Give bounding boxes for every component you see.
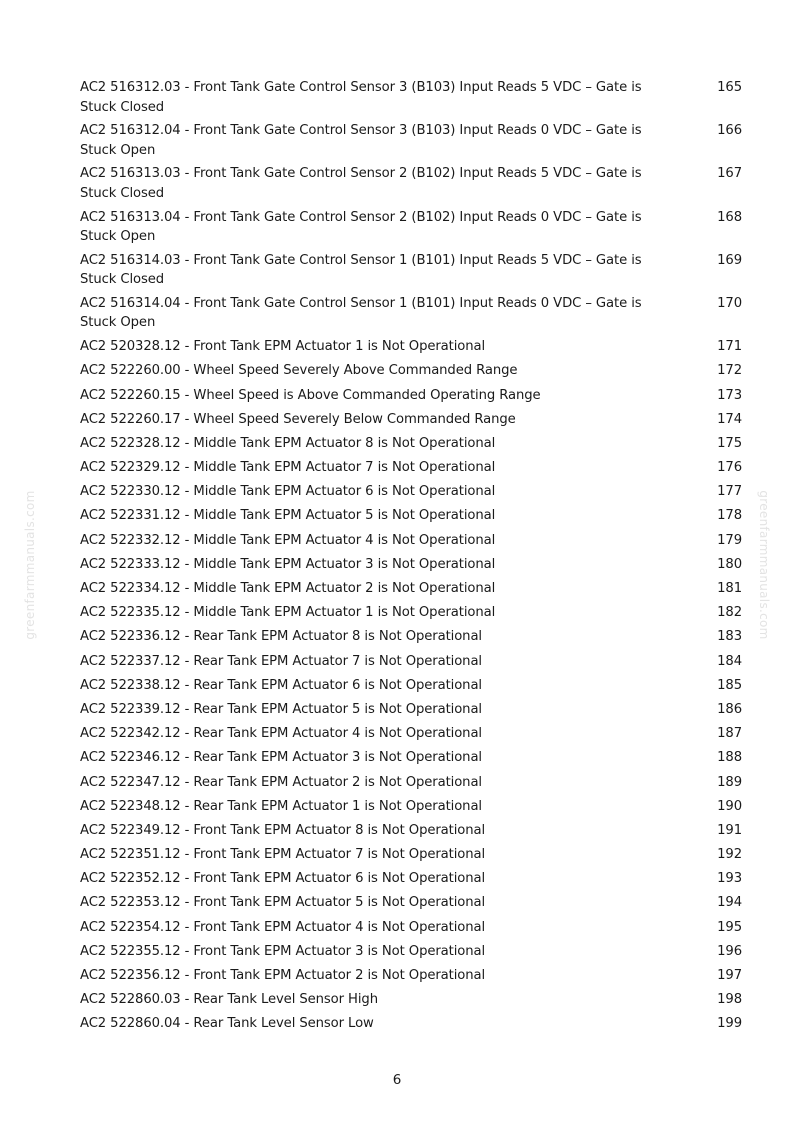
toc-entry-page: 168 — [717, 209, 742, 225]
toc-entry[interactable] — [80, 965, 742, 989]
toc-entry-title: AC2 522346.12 - Rear Tank EPM Actuator 3 is Not Operational — [80, 750, 482, 766]
toc-entry[interactable] — [80, 120, 742, 163]
toc-entry[interactable] — [80, 250, 742, 293]
toc-entry-title: AC2 516314.03 - Front Tank Gate Control Sensor 1 (B101) Input Reads 5 VDC – Gate is Stuck Closed — [80, 252, 642, 288]
toc-entry-page: 174 — [717, 411, 742, 427]
toc-entry-title: AC2 516313.04 - Front Tank Gate Control Sensor 2 (B102) Input Reads 0 VDC – Gate is Stuck Open — [80, 209, 642, 245]
toc-entry[interactable] — [80, 699, 742, 723]
toc-entry-page: 181 — [717, 581, 742, 596]
toc-entry[interactable] — [80, 989, 742, 1013]
toc-entry[interactable] — [80, 433, 742, 457]
toc-entry-page: 179 — [717, 532, 742, 548]
toc-entry-title: AC2 522353.12 - Front Tank EPM Actuator 5 is Not Operational — [80, 895, 486, 911]
toc-entry[interactable] — [80, 77, 742, 120]
toc-entry-title: AC2 522331.12 - Middle Tank EPM Actuator 5 is Not Operational — [80, 508, 496, 524]
toc-entry-title: AC2 522335.12 - Middle Tank EPM Actuator 1 is Not Operational — [80, 605, 496, 621]
toc-entry-page: 186 — [717, 701, 742, 717]
toc-entry[interactable] — [80, 530, 742, 554]
toc-entry-page: 184 — [717, 653, 742, 669]
toc-entry[interactable] — [80, 626, 742, 650]
toc-entry-page: 182 — [717, 605, 742, 621]
toc-entry[interactable] — [80, 1013, 742, 1037]
toc-entry-title: AC2 522347.12 - Rear Tank EPM Actuator 2 is Not Operational — [80, 774, 482, 790]
toc-entry[interactable] — [80, 868, 742, 892]
toc-entry-title: AC2 522337.12 - Rear Tank EPM Actuator 7 is Not Operational — [80, 653, 482, 669]
toc-entry[interactable] — [80, 554, 742, 578]
toc-entry[interactable] — [80, 578, 742, 602]
toc-entry[interactable] — [80, 293, 742, 336]
toc-entry-title: AC2 516312.04 - Front Tank Gate Control Sensor 3 (B103) Input Reads 0 VDC – Gate is Stuck Open — [80, 123, 642, 158]
toc-entry-title: AC2 522352.12 - Front Tank EPM Actuator 6 is Not Operational — [80, 871, 486, 887]
toc-entry[interactable] — [80, 336, 742, 360]
toc-entry-page: 178 — [717, 508, 742, 524]
toc-entry[interactable] — [80, 505, 742, 529]
toc-entry-title: AC2 520328.12 - Front Tank EPM Actuator 1 is Not Operational — [80, 339, 486, 355]
toc-entry-page: 175 — [717, 435, 742, 451]
toc-entry[interactable] — [80, 723, 742, 747]
toc-entry-page: 196 — [717, 943, 742, 959]
toc-entry-page: 166 — [717, 123, 742, 139]
toc-entry[interactable] — [80, 941, 742, 965]
toc-entry-page: 188 — [717, 750, 742, 766]
toc-entry-title: AC2 522354.12 - Front Tank EPM Actuator 4 is Not Operational — [80, 919, 486, 935]
toc-entry-page: 177 — [717, 484, 742, 500]
toc-entry[interactable] — [80, 675, 742, 699]
toc-entry-title: AC2 522334.12 - Middle Tank EPM Actuator 2 is Not Operational — [80, 581, 496, 596]
toc-entry-page: 183 — [717, 629, 742, 645]
toc-entry[interactable] — [80, 602, 742, 626]
toc-entry-page: 191 — [717, 822, 742, 838]
toc-entry-title: AC2 522332.12 - Middle Tank EPM Actuator 4 is Not Operational — [80, 532, 496, 548]
toc-entry-title: AC2 522260.00 - Wheel Speed Severely Above Commanded Range — [80, 363, 518, 379]
toc-entry-title: AC2 522356.12 - Front Tank EPM Actuator 2 is Not Operational — [80, 968, 486, 983]
toc-entry[interactable] — [80, 892, 742, 916]
toc-entry[interactable] — [80, 747, 742, 771]
toc-entry-title: AC2 516312.03 - Front Tank Gate Control Sensor 3 (B103) Input Reads 5 VDC – Gate is Stuck Closed — [80, 80, 642, 115]
toc-entry-title: AC2 522342.12 - Rear Tank EPM Actuator 4 is Not Operational — [80, 726, 482, 742]
toc-entry-title: AC2 522860.04 - Rear Tank Level Sensor Low — [80, 1016, 374, 1032]
toc-entry-title: AC2 522333.12 - Middle Tank EPM Actuator 3 is Not Operational — [80, 556, 496, 572]
toc-entry-page: 173 — [717, 387, 742, 403]
toc-entry-page: 171 — [717, 339, 742, 355]
toc-entry-title: AC2 522329.12 - Middle Tank EPM Actuator 7 is Not Operational — [80, 460, 496, 476]
toc-entry-page: 170 — [717, 295, 742, 311]
toc-entry[interactable] — [80, 163, 742, 206]
toc-entry-page: 199 — [717, 1016, 742, 1032]
toc-entry-page: 192 — [717, 847, 742, 863]
toc-entry-page: 198 — [717, 992, 742, 1008]
toc-entry[interactable] — [80, 481, 742, 505]
toc-entry-title: AC2 522338.12 - Rear Tank EPM Actuator 6 is Not Operational — [80, 677, 482, 693]
toc-entry[interactable] — [80, 917, 742, 941]
toc-entry-page: 167 — [717, 166, 742, 182]
toc-entry-title: AC2 516314.04 - Front Tank Gate Control Sensor 1 (B101) Input Reads 0 VDC – Gate is Stuck Open — [80, 295, 642, 331]
toc-entry-title: AC2 522330.12 - Middle Tank EPM Actuator 6 is Not Operational — [80, 484, 496, 500]
toc-entry-page: 190 — [717, 798, 742, 814]
toc-entry-page: 172 — [717, 363, 742, 379]
toc-entry-page: 193 — [717, 871, 742, 887]
table-of-contents — [80, 77, 742, 1038]
toc-entry[interactable] — [80, 796, 742, 820]
toc-entry-page: 194 — [717, 895, 742, 911]
toc-entry-page: 185 — [717, 677, 742, 693]
toc-entry[interactable] — [80, 772, 742, 796]
watermark-right: greenfarmmanuals.com — [757, 490, 771, 640]
toc-entry-title: AC2 522260.15 - Wheel Speed is Above Commanded Operating Range — [80, 387, 541, 403]
toc-entry-page: 169 — [717, 252, 742, 268]
toc-entry-title: AC2 522328.12 - Middle Tank EPM Actuator 8 is Not Operational — [80, 435, 496, 451]
toc-entry-page: 197 — [717, 968, 742, 983]
toc-entry-page: 189 — [717, 774, 742, 790]
toc-entry[interactable] — [80, 207, 742, 250]
toc-entry[interactable] — [80, 457, 742, 481]
toc-entry-page: 180 — [717, 556, 742, 572]
toc-entry-page: 187 — [717, 726, 742, 742]
toc-entry-title: AC2 522336.12 - Rear Tank EPM Actuator 8 is Not Operational — [80, 629, 482, 645]
toc-entry-title: AC2 516313.03 - Front Tank Gate Control Sensor 2 (B102) Input Reads 5 VDC – Gate is Stuck Closed — [80, 166, 642, 201]
toc-entry[interactable] — [80, 385, 742, 409]
toc-entry[interactable] — [80, 844, 742, 868]
toc-entry-title: AC2 522349.12 - Front Tank EPM Actuator 8 is Not Operational — [80, 822, 486, 838]
toc-entry-title: AC2 522339.12 - Rear Tank EPM Actuator 5 is Not Operational — [80, 701, 482, 717]
toc-entry[interactable] — [80, 360, 742, 384]
page-number: 6 — [392, 1072, 402, 1088]
toc-entry[interactable] — [80, 409, 742, 433]
toc-entry[interactable] — [80, 820, 742, 844]
toc-entry-title: AC2 522348.12 - Rear Tank EPM Actuator 1 is Not Operational — [80, 798, 482, 814]
toc-entry-title: AC2 522355.12 - Front Tank EPM Actuator 3 is Not Operational — [80, 943, 486, 959]
toc-entry[interactable] — [80, 651, 742, 675]
toc-entry-title: AC2 522260.17 - Wheel Speed Severely Below Commanded Range — [80, 411, 516, 427]
toc-entry-page: 176 — [717, 460, 742, 476]
toc-entry-title: AC2 522860.03 - Rear Tank Level Sensor High — [80, 992, 378, 1008]
toc-entry-page: 195 — [717, 919, 742, 935]
watermark-left: greenfarmmanuals.com — [23, 490, 37, 640]
toc-entry-page: 165 — [717, 80, 742, 95]
toc-entry-title: AC2 522351.12 - Front Tank EPM Actuator 7 is Not Operational — [80, 847, 486, 863]
